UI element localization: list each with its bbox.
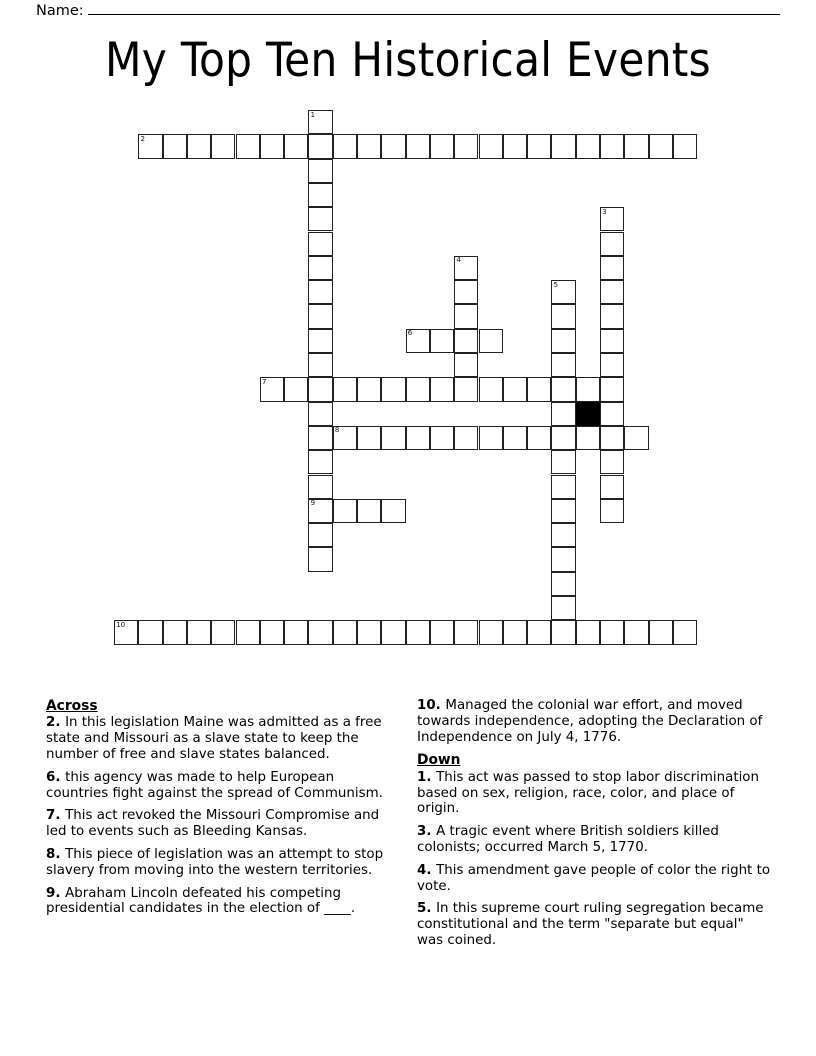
- grid-cell[interactable]: [600, 134, 624, 158]
- grid-cell[interactable]: [260, 620, 284, 644]
- grid-cell[interactable]: [381, 377, 405, 401]
- cell-number: 4: [456, 256, 461, 265]
- clue-text: this agency was made to help European countries fight against the spread of Communism.: [46, 769, 383, 801]
- clue-across-10: [417, 698, 770, 745]
- grid-cell[interactable]: [308, 475, 332, 499]
- grid-cell[interactable]: [357, 620, 381, 644]
- grid-cell[interactable]: [551, 280, 575, 304]
- grid-cell[interactable]: [454, 280, 478, 304]
- grid-cell[interactable]: [624, 134, 648, 158]
- grid-cell[interactable]: [454, 353, 478, 377]
- grid-block-cell: [576, 402, 600, 426]
- clue-number: 2.: [46, 715, 66, 731]
- grid-cell[interactable]: [600, 232, 624, 256]
- grid-cell[interactable]: [551, 329, 575, 353]
- grid-cell[interactable]: [479, 426, 503, 450]
- cell-number: 3: [602, 207, 607, 216]
- clue-across-8: [46, 847, 399, 879]
- grid-cell[interactable]: [406, 426, 430, 450]
- cell-number: 6: [407, 329, 413, 338]
- grid-cell[interactable]: [479, 134, 503, 158]
- grid-cell[interactable]: [673, 134, 697, 158]
- grid-cell[interactable]: [284, 377, 308, 401]
- grid-cell[interactable]: [308, 207, 332, 231]
- grid-cell[interactable]: [551, 475, 575, 499]
- clue-text: In this supreme court ruling segregation became constitutional and the term "separate but equal" was coined.: [417, 901, 764, 949]
- grid-cell[interactable]: [600, 377, 624, 401]
- clue-text: This piece of legislation was an attempt to stop slavery from moving into the western territories.: [46, 846, 384, 878]
- grid-cell[interactable]: [308, 547, 332, 571]
- clue-number: 4.: [417, 862, 437, 878]
- grid-cell[interactable]: [187, 620, 211, 644]
- grid-cell[interactable]: [381, 134, 405, 158]
- clue-text: A tragic event where British soldiers killed colonists; occurred March 5, 1770.: [417, 824, 719, 855]
- grid-cell[interactable]: [503, 134, 527, 158]
- grid-cell[interactable]: [236, 134, 260, 158]
- grid-cell[interactable]: [600, 499, 624, 523]
- grid-cell[interactable]: [308, 256, 332, 280]
- clue-number: 6.: [46, 769, 66, 785]
- clue-down-4: [417, 863, 770, 895]
- grid-cell[interactable]: [527, 377, 551, 401]
- name-row: [36, 2, 780, 19]
- grid-cell[interactable]: [308, 402, 332, 426]
- crossword-grid[interactable]: [114, 110, 700, 629]
- grid-cell[interactable]: [454, 620, 478, 644]
- grid-cell[interactable]: [551, 304, 575, 328]
- grid-cell[interactable]: [138, 134, 162, 158]
- grid-cell[interactable]: [333, 620, 357, 644]
- grid-cell[interactable]: [308, 134, 332, 158]
- cell-number: 5: [553, 280, 559, 289]
- grid-cell[interactable]: [308, 450, 332, 474]
- grid-cell[interactable]: [551, 377, 575, 401]
- grid-cell[interactable]: [357, 499, 381, 523]
- grid-cell[interactable]: [551, 523, 575, 547]
- clue-number: 5.: [417, 901, 437, 917]
- grid-cell[interactable]: [576, 377, 600, 401]
- cell-number: 7: [261, 377, 267, 386]
- clue-across-9: [46, 886, 399, 918]
- grid-cell[interactable]: [600, 304, 624, 328]
- grid-cell[interactable]: [551, 402, 575, 426]
- grid-cell[interactable]: [600, 329, 624, 353]
- grid-cell[interactable]: [527, 426, 551, 450]
- grid-cell[interactable]: [600, 620, 624, 644]
- grid-cell[interactable]: [260, 377, 284, 401]
- clue-number: 7.: [46, 808, 66, 824]
- grid-cell[interactable]: [479, 620, 503, 644]
- name-input-line[interactable]: [88, 2, 780, 15]
- grid-cell[interactable]: [308, 353, 332, 377]
- grid-cell[interactable]: [600, 426, 624, 450]
- grid-cell[interactable]: [308, 232, 332, 256]
- grid-cell[interactable]: [527, 620, 551, 644]
- clue-text: This act was passed to stop labor discrimination based on sex, religion, race, color, and place of origin.: [417, 769, 759, 817]
- grid-cell[interactable]: [284, 134, 308, 158]
- clue-down-3: [417, 824, 770, 856]
- grid-cell[interactable]: [211, 134, 235, 158]
- grid-cell[interactable]: [333, 499, 357, 523]
- grid-cell[interactable]: [357, 426, 381, 450]
- clue-number: 3.: [417, 824, 437, 840]
- grid-cell[interactable]: [479, 329, 503, 353]
- grid-cell[interactable]: [551, 572, 575, 596]
- grid-cell[interactable]: [503, 377, 527, 401]
- grid-cell[interactable]: [479, 377, 503, 401]
- cell-number: 10: [116, 620, 126, 629]
- grid-cell[interactable]: [308, 280, 332, 304]
- grid-cell[interactable]: [673, 620, 697, 644]
- grid-cell[interactable]: [308, 426, 332, 450]
- grid-cell[interactable]: [551, 596, 575, 620]
- grid-cell[interactable]: [308, 523, 332, 547]
- grid-cell[interactable]: [600, 280, 624, 304]
- grid-cell[interactable]: [551, 620, 575, 644]
- grid-cell[interactable]: [381, 426, 405, 450]
- grid-cell[interactable]: [649, 134, 673, 158]
- grid-cell[interactable]: [430, 329, 454, 353]
- clue-number: 9.: [46, 885, 66, 901]
- clue-text: Managed the colonial war effort, and moved towards independence, adopting the Declaration of Independence on July 4, 1776.: [417, 698, 763, 745]
- grid-cell[interactable]: [406, 329, 430, 353]
- grid-cell[interactable]: [308, 304, 332, 328]
- grid-cell[interactable]: [600, 402, 624, 426]
- grid-cell[interactable]: [551, 547, 575, 571]
- cell-number: 1: [310, 110, 316, 119]
- grid-cell[interactable]: [551, 450, 575, 474]
- grid-cell[interactable]: [308, 377, 332, 401]
- grid-cell[interactable]: [454, 426, 478, 450]
- grid-cell[interactable]: [406, 377, 430, 401]
- grid-cell[interactable]: [551, 499, 575, 523]
- grid-cell[interactable]: [308, 183, 332, 207]
- grid-cell[interactable]: [308, 329, 332, 353]
- grid-cell[interactable]: [260, 134, 284, 158]
- grid-cell[interactable]: [138, 620, 162, 644]
- grid-cell[interactable]: [308, 159, 332, 183]
- grid-cell[interactable]: [600, 450, 624, 474]
- grid-cell[interactable]: [236, 620, 260, 644]
- clue-text: In this legislation Maine was admitted as a free state and Missouri as a slave state to keep the number of free and slave states balanced.: [46, 715, 382, 762]
- grid-cell[interactable]: [163, 134, 187, 158]
- page-title: My Top Ten Historical Events: [104, 33, 712, 88]
- grid-cell[interactable]: [503, 620, 527, 644]
- clue-across-2: [46, 715, 399, 762]
- clue-number: 1.: [417, 769, 437, 785]
- clue-text: Abraham Lincoln defeated his competing presidential candidates in the election of ____.: [46, 885, 356, 917]
- grid-cell[interactable]: [406, 620, 430, 644]
- name-label: Name:: [36, 3, 84, 19]
- grid-cell[interactable]: [430, 426, 454, 450]
- grid-cell[interactable]: [163, 620, 187, 644]
- grid-cell[interactable]: [527, 134, 551, 158]
- cell-number: 8: [334, 426, 340, 435]
- grid-cell[interactable]: [600, 475, 624, 499]
- grid-cell[interactable]: [308, 620, 332, 644]
- grid-cell[interactable]: [308, 499, 332, 523]
- grid-cell[interactable]: [551, 134, 575, 158]
- grid-cell[interactable]: [551, 426, 575, 450]
- grid-cell[interactable]: [357, 377, 381, 401]
- cell-number: 9: [310, 499, 316, 508]
- clue-text: This amendment gave people of color the right to vote.: [417, 862, 771, 894]
- grid-cell[interactable]: [624, 620, 648, 644]
- grid-cell[interactable]: [333, 377, 357, 401]
- grid-cell[interactable]: [381, 620, 405, 644]
- grid-cell[interactable]: [454, 329, 478, 353]
- grid-cell[interactable]: [430, 620, 454, 644]
- clue-down-1: [417, 770, 770, 817]
- grid-cell[interactable]: [430, 377, 454, 401]
- clue-number: 8.: [46, 846, 66, 862]
- clue-list: [46, 698, 770, 966]
- grid-cell[interactable]: [187, 134, 211, 158]
- clue-text: This act revoked the Missouri Compromise and led to events such as Bleeding Kansas.: [46, 808, 380, 840]
- grid-cell[interactable]: [454, 304, 478, 328]
- grid-cell[interactable]: [333, 134, 357, 158]
- grid-cell[interactable]: [211, 620, 235, 644]
- grid-cell[interactable]: [503, 426, 527, 450]
- grid-cell[interactable]: [333, 426, 357, 450]
- grid-cell[interactable]: [406, 134, 430, 158]
- cell-number: 2: [140, 134, 145, 143]
- grid-cell[interactable]: [381, 499, 405, 523]
- grid-cell[interactable]: [454, 377, 478, 401]
- across-heading: Across: [46, 698, 98, 714]
- grid-cell[interactable]: [576, 426, 600, 450]
- grid-cell[interactable]: [600, 256, 624, 280]
- clue-down-5: [417, 901, 770, 948]
- grid-cell[interactable]: [284, 620, 308, 644]
- grid-cell[interactable]: [454, 256, 478, 280]
- grid-cell[interactable]: [624, 426, 648, 450]
- grid-cell[interactable]: [551, 353, 575, 377]
- grid-cell[interactable]: [454, 134, 478, 158]
- grid-cell[interactable]: [600, 353, 624, 377]
- down-heading: Down: [417, 752, 461, 769]
- grid-cell[interactable]: [649, 620, 673, 644]
- grid-cell[interactable]: [357, 134, 381, 158]
- grid-cell[interactable]: [576, 134, 600, 158]
- grid-cell[interactable]: [576, 620, 600, 644]
- clue-across-6: [46, 770, 399, 802]
- grid-cell[interactable]: [308, 110, 332, 134]
- clue-number: 10.: [417, 698, 446, 713]
- grid-cell[interactable]: [600, 207, 624, 231]
- grid-cell[interactable]: [114, 620, 138, 644]
- clue-across-7: [46, 808, 399, 840]
- grid-cell[interactable]: [430, 134, 454, 158]
